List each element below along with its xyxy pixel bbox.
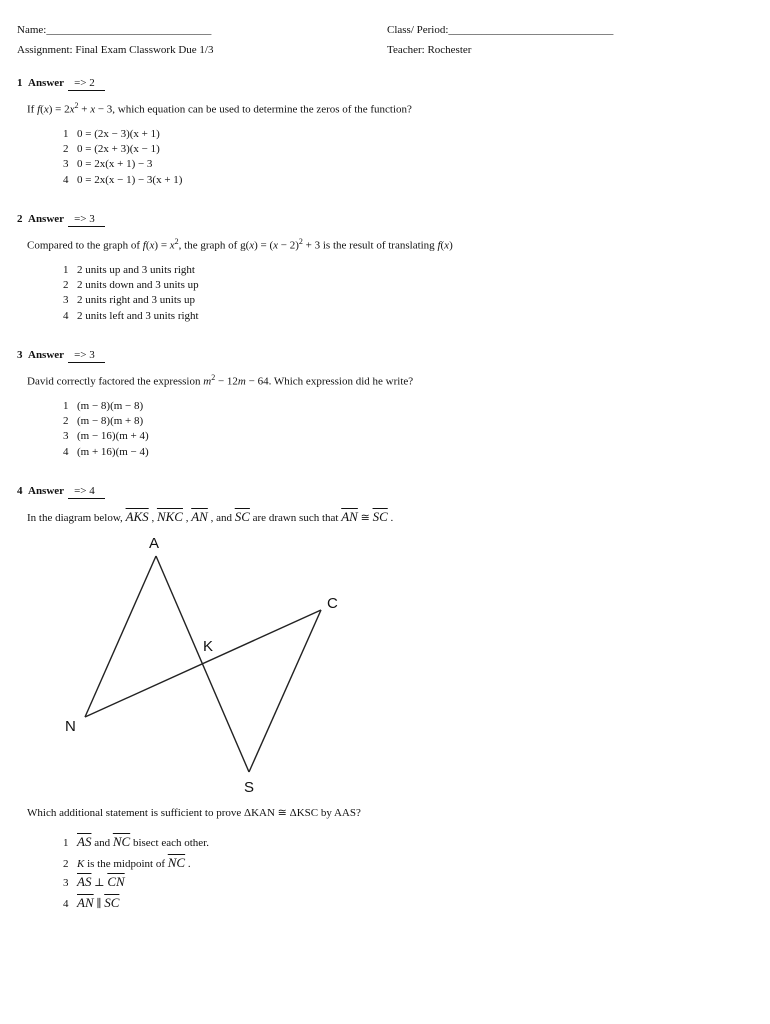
answer-value: => 3 — [68, 213, 105, 227]
choice-4-4: 4 $\overline{AN}$ ∥ $\overline{SC}$ — [63, 895, 120, 910]
label-a: A — [149, 535, 160, 552]
question-2-text: Compared to the graph of $f(x) = x^2$, the graph of $g(x) = (x - 2)^2 + 3$ is the result of translating f(x) — [27, 237, 453, 252]
segment-nc — [85, 610, 321, 717]
choice-3-2: 2 (m − 8)(m + 8) — [63, 415, 144, 427]
answer-value: => 3 — [68, 349, 105, 363]
choice-4-2: 2 K is the midpoint of $\overline{NC}$ . — [63, 855, 191, 870]
label-k: K — [203, 638, 214, 655]
choice-3-1: 1 (m − 8)(m − 8) — [63, 400, 144, 412]
label-c: C — [327, 595, 338, 612]
question-3-header — [17, 349, 105, 363]
question-3-text: David correctly factored the expression $m^2 - 12m - 64$. Which expression did he write? — [27, 373, 414, 388]
answer-label: Answer — [28, 349, 65, 361]
choice-1-4: 4 0 = 2x(x − 1) − 3(x + 1) — [63, 174, 183, 186]
question-number: 4 — [17, 485, 23, 497]
choice-2-2: 2 2 units down and 3 units up — [63, 279, 199, 291]
question-number: 2 — [17, 213, 23, 225]
teacher-label: Teacher: Rochester — [387, 44, 472, 56]
choice-1-1: 1 0 = (2x − 3)(x + 1) — [63, 128, 160, 140]
answer-label: Answer — [28, 485, 65, 497]
choice-1-3: 3 0 = 2x(x + 1) − 3 — [63, 158, 153, 170]
triangle-diagram — [55, 530, 355, 800]
segment-an — [85, 556, 156, 717]
question-4-prompt: Which additional statement is sufficient to prove ΔKAN ≅ ΔKSC by AAS? — [27, 807, 361, 819]
label-n: N — [65, 718, 76, 735]
choice-3-4: 4 (m + 16)(m − 4) — [63, 446, 149, 458]
question-1-header — [17, 77, 105, 91]
segment-sc — [249, 610, 321, 772]
question-4-text: In the diagram below, $\overline{AKS}$ , $\overline{NKC}$ , $\overline{AN}$ , and $\overline{SC}$ are drawn such that $\overline{AN}$ ≅ $\overline{SC}$ . — [27, 509, 394, 524]
choice-2-4: 4 2 units left and 3 units right — [63, 310, 199, 322]
choice-1-2: 2 0 = (2x + 3)(x − 1) — [63, 143, 160, 155]
question-4-header — [17, 485, 105, 499]
answer-label: Answer — [28, 213, 65, 225]
name-field-label: Name:______________________________ — [17, 24, 212, 36]
question-2-header — [17, 213, 105, 227]
class-period-label: Class/ Period:______________________________ — [387, 24, 614, 36]
choice-2-3: 3 2 units right and 3 units up — [63, 294, 195, 306]
question-1-text: If $f(x) = 2x^2 + x - 3$, which equation can be used to determine the zeros of the function? — [27, 101, 412, 116]
answer-label: Answer — [28, 77, 65, 89]
label-s: S — [244, 779, 255, 796]
choice-4-1: 1 $\overline{AS}$ and $\overline{NC}$ bisect each other. — [63, 834, 209, 849]
choice-3-3: 3 (m − 16)(m + 4) — [63, 430, 149, 442]
answer-value: => 4 — [68, 485, 105, 499]
question-number: 1 — [17, 77, 23, 89]
question-number: 3 — [17, 349, 23, 361]
choice-4-3: 3 $\overline{AS}$ ⊥ $\overline{CN}$ — [63, 874, 125, 889]
choice-2-1: 1 2 units up and 3 units right — [63, 264, 195, 276]
assignment-label: Assignment: Final Exam Classwork Due 1/3 — [17, 44, 214, 56]
answer-value: => 2 — [68, 77, 105, 91]
